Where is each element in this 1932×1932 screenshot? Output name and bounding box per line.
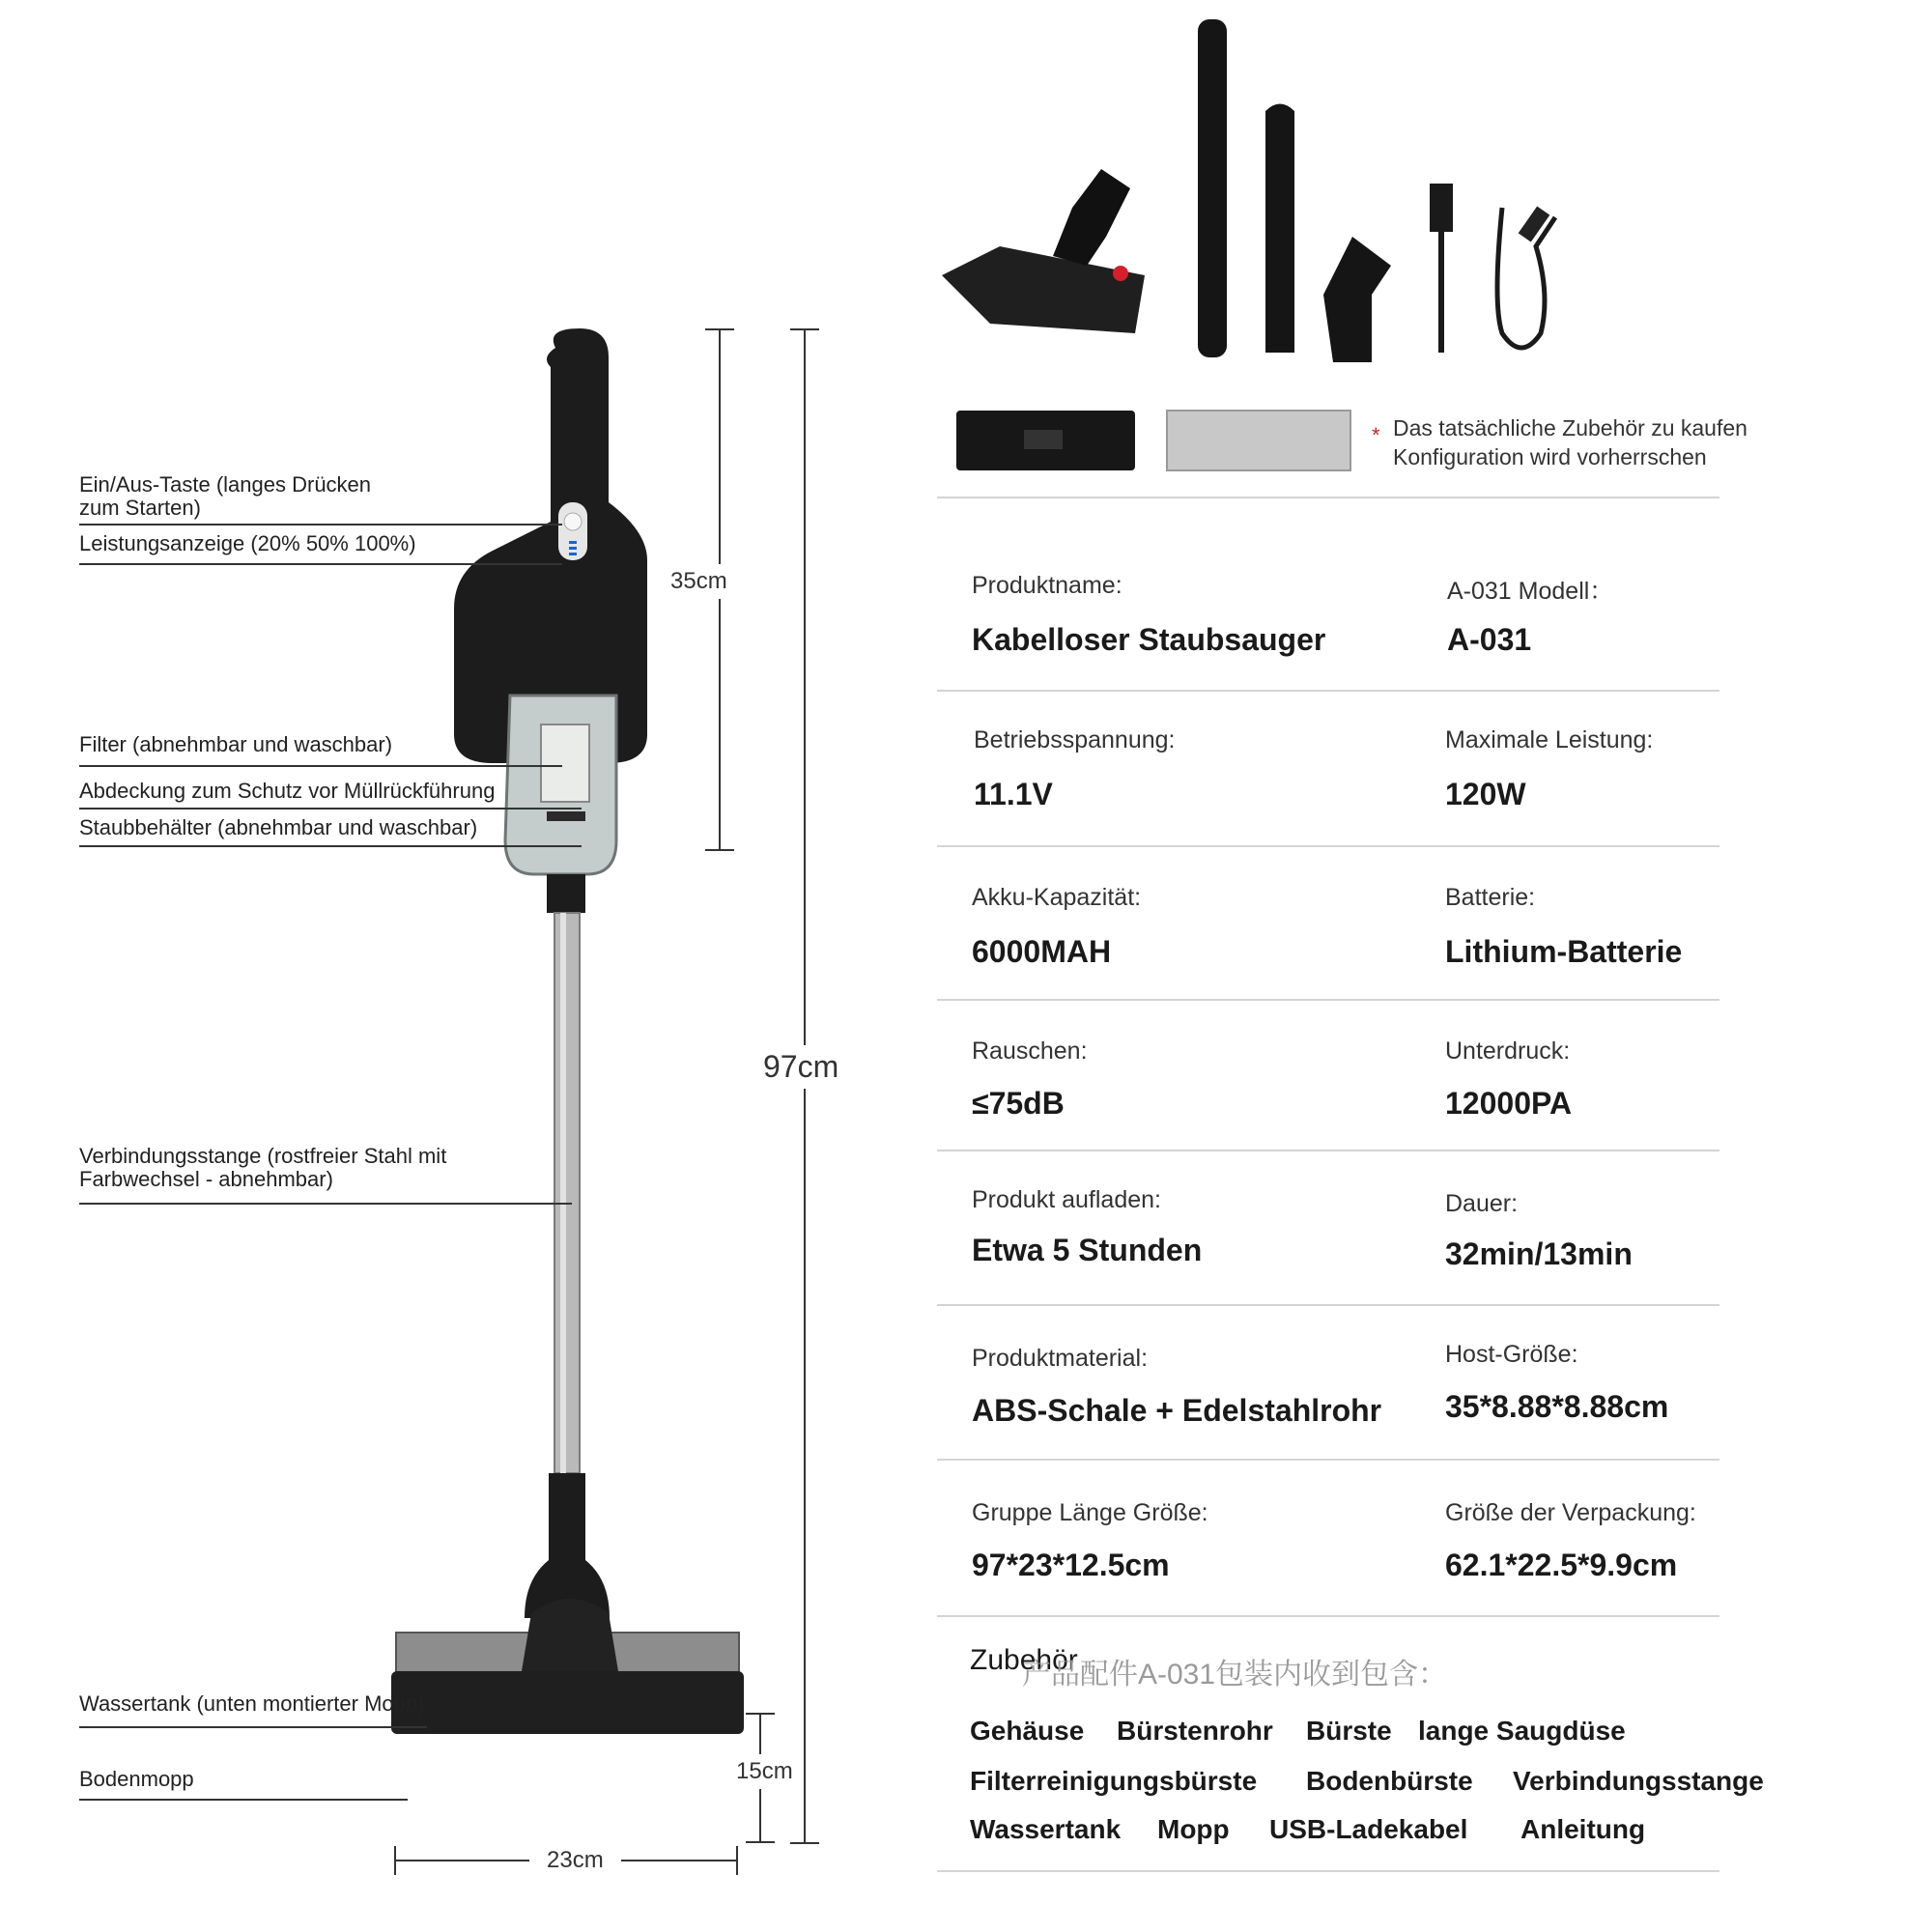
callout-dust-bin: Staubbehälter (abnehmbar und waschbar): [79, 815, 478, 839]
accessory-item: Bürstenrohr: [1117, 1716, 1273, 1746]
floor-brush-icon: [942, 169, 1145, 333]
callout-rod: Verbindungsstange (rostfreier Stahl mit Farbwechsel - abnehmbar): [79, 1144, 447, 1191]
cleaning-brush-icon: [1430, 184, 1453, 353]
crevice-nozzle-icon: [1265, 104, 1294, 354]
accessory-item: Bürste: [1306, 1716, 1392, 1746]
accessories-title: Zubehör: [970, 1644, 1078, 1676]
dim-head-height: 15cm: [734, 1754, 795, 1789]
accessory-item: lange Saugdüse: [1418, 1716, 1626, 1746]
spec-row-1: Produktname: Kabelloser Staubsauger A-031 Modell： A-031: [972, 572, 1614, 657]
brush-nozzle-icon: [1323, 237, 1391, 362]
spec-row-4: Rauschen: ≤75dB Unterdruck: 12000PA: [972, 1037, 1573, 1121]
callout-power-indicator: Leistungsanzeige (20% 50% 100%): [79, 531, 416, 555]
mop-pad-icon: [1167, 411, 1350, 470]
spec-row-2: Betriebsspannung: 11.1V Maximale Leistung: 120W: [974, 726, 1654, 811]
accessory-item: Verbindungsstange: [1513, 1766, 1764, 1796]
extension-hose-icon: [1198, 19, 1227, 357]
accessory-item: Mopp: [1157, 1814, 1230, 1844]
note-line-2: Konfiguration wird vorherrschen: [1393, 444, 1707, 469]
filter: [541, 724, 589, 802]
accessories-chinese-overlay: 产品配件A-031包装内收到包含：: [1022, 1659, 1448, 1690]
note-line-1: Das tatsächliche Zubehör zu kaufen: [1393, 415, 1747, 440]
usb-cable-icon: [1497, 206, 1555, 348]
spec-row-7: Gruppe Länge Größe: 97*23*12.5cm Größe der Verpackung: 62.1*22.5*9.9cm: [972, 1499, 1696, 1582]
spec-row-6: Produktmaterial: ABS-Schale + Edelstahlrohr Host-Größe: 35*8.88*8.88cm: [972, 1341, 1669, 1428]
accessory-item: USB-Ladekabel: [1269, 1814, 1468, 1844]
accessory-item: Gehäuse: [970, 1716, 1085, 1746]
spec-row-5: Produkt aufladen: Etwa 5 Stunden Dauer: 32min/13min: [972, 1186, 1633, 1271]
vacuum-illustration: [367, 319, 773, 1855]
callout-cover: Abdeckung zum Schutz vor Müllrückführung: [79, 779, 496, 803]
accessory-item: Wassertank: [970, 1814, 1122, 1844]
connecting-rod: [554, 913, 580, 1473]
mop-pad-icon: [391, 1671, 744, 1734]
accessory-item: Bodenbürste: [1306, 1766, 1473, 1796]
callout-water-tank: Wassertank (unten montierter Mopp): [79, 1691, 425, 1716]
callout-power-button: Ein/Aus-Taste (langes Drücken zum Starten): [79, 472, 372, 520]
callout-filter: Filter (abnehmbar und waschbar): [79, 732, 393, 756]
power-button-icon: [558, 502, 587, 560]
accessory-item: Filterreinigungsbürste: [970, 1766, 1258, 1796]
spec-row-3: Akku-Kapazität: 6000MAH Batterie: Lithium-Batterie: [972, 884, 1683, 969]
dim-total-height: 97cm: [761, 1045, 840, 1089]
accessory-images: [937, 14, 1613, 478]
accessory-item: Anleitung: [1520, 1814, 1646, 1844]
callout-mop: Bodenmopp: [79, 1767, 194, 1791]
dim-host-height: 35cm: [668, 564, 729, 599]
note-marker: *: [1372, 423, 1380, 447]
dim-head-width: 23cm: [529, 1843, 621, 1878]
